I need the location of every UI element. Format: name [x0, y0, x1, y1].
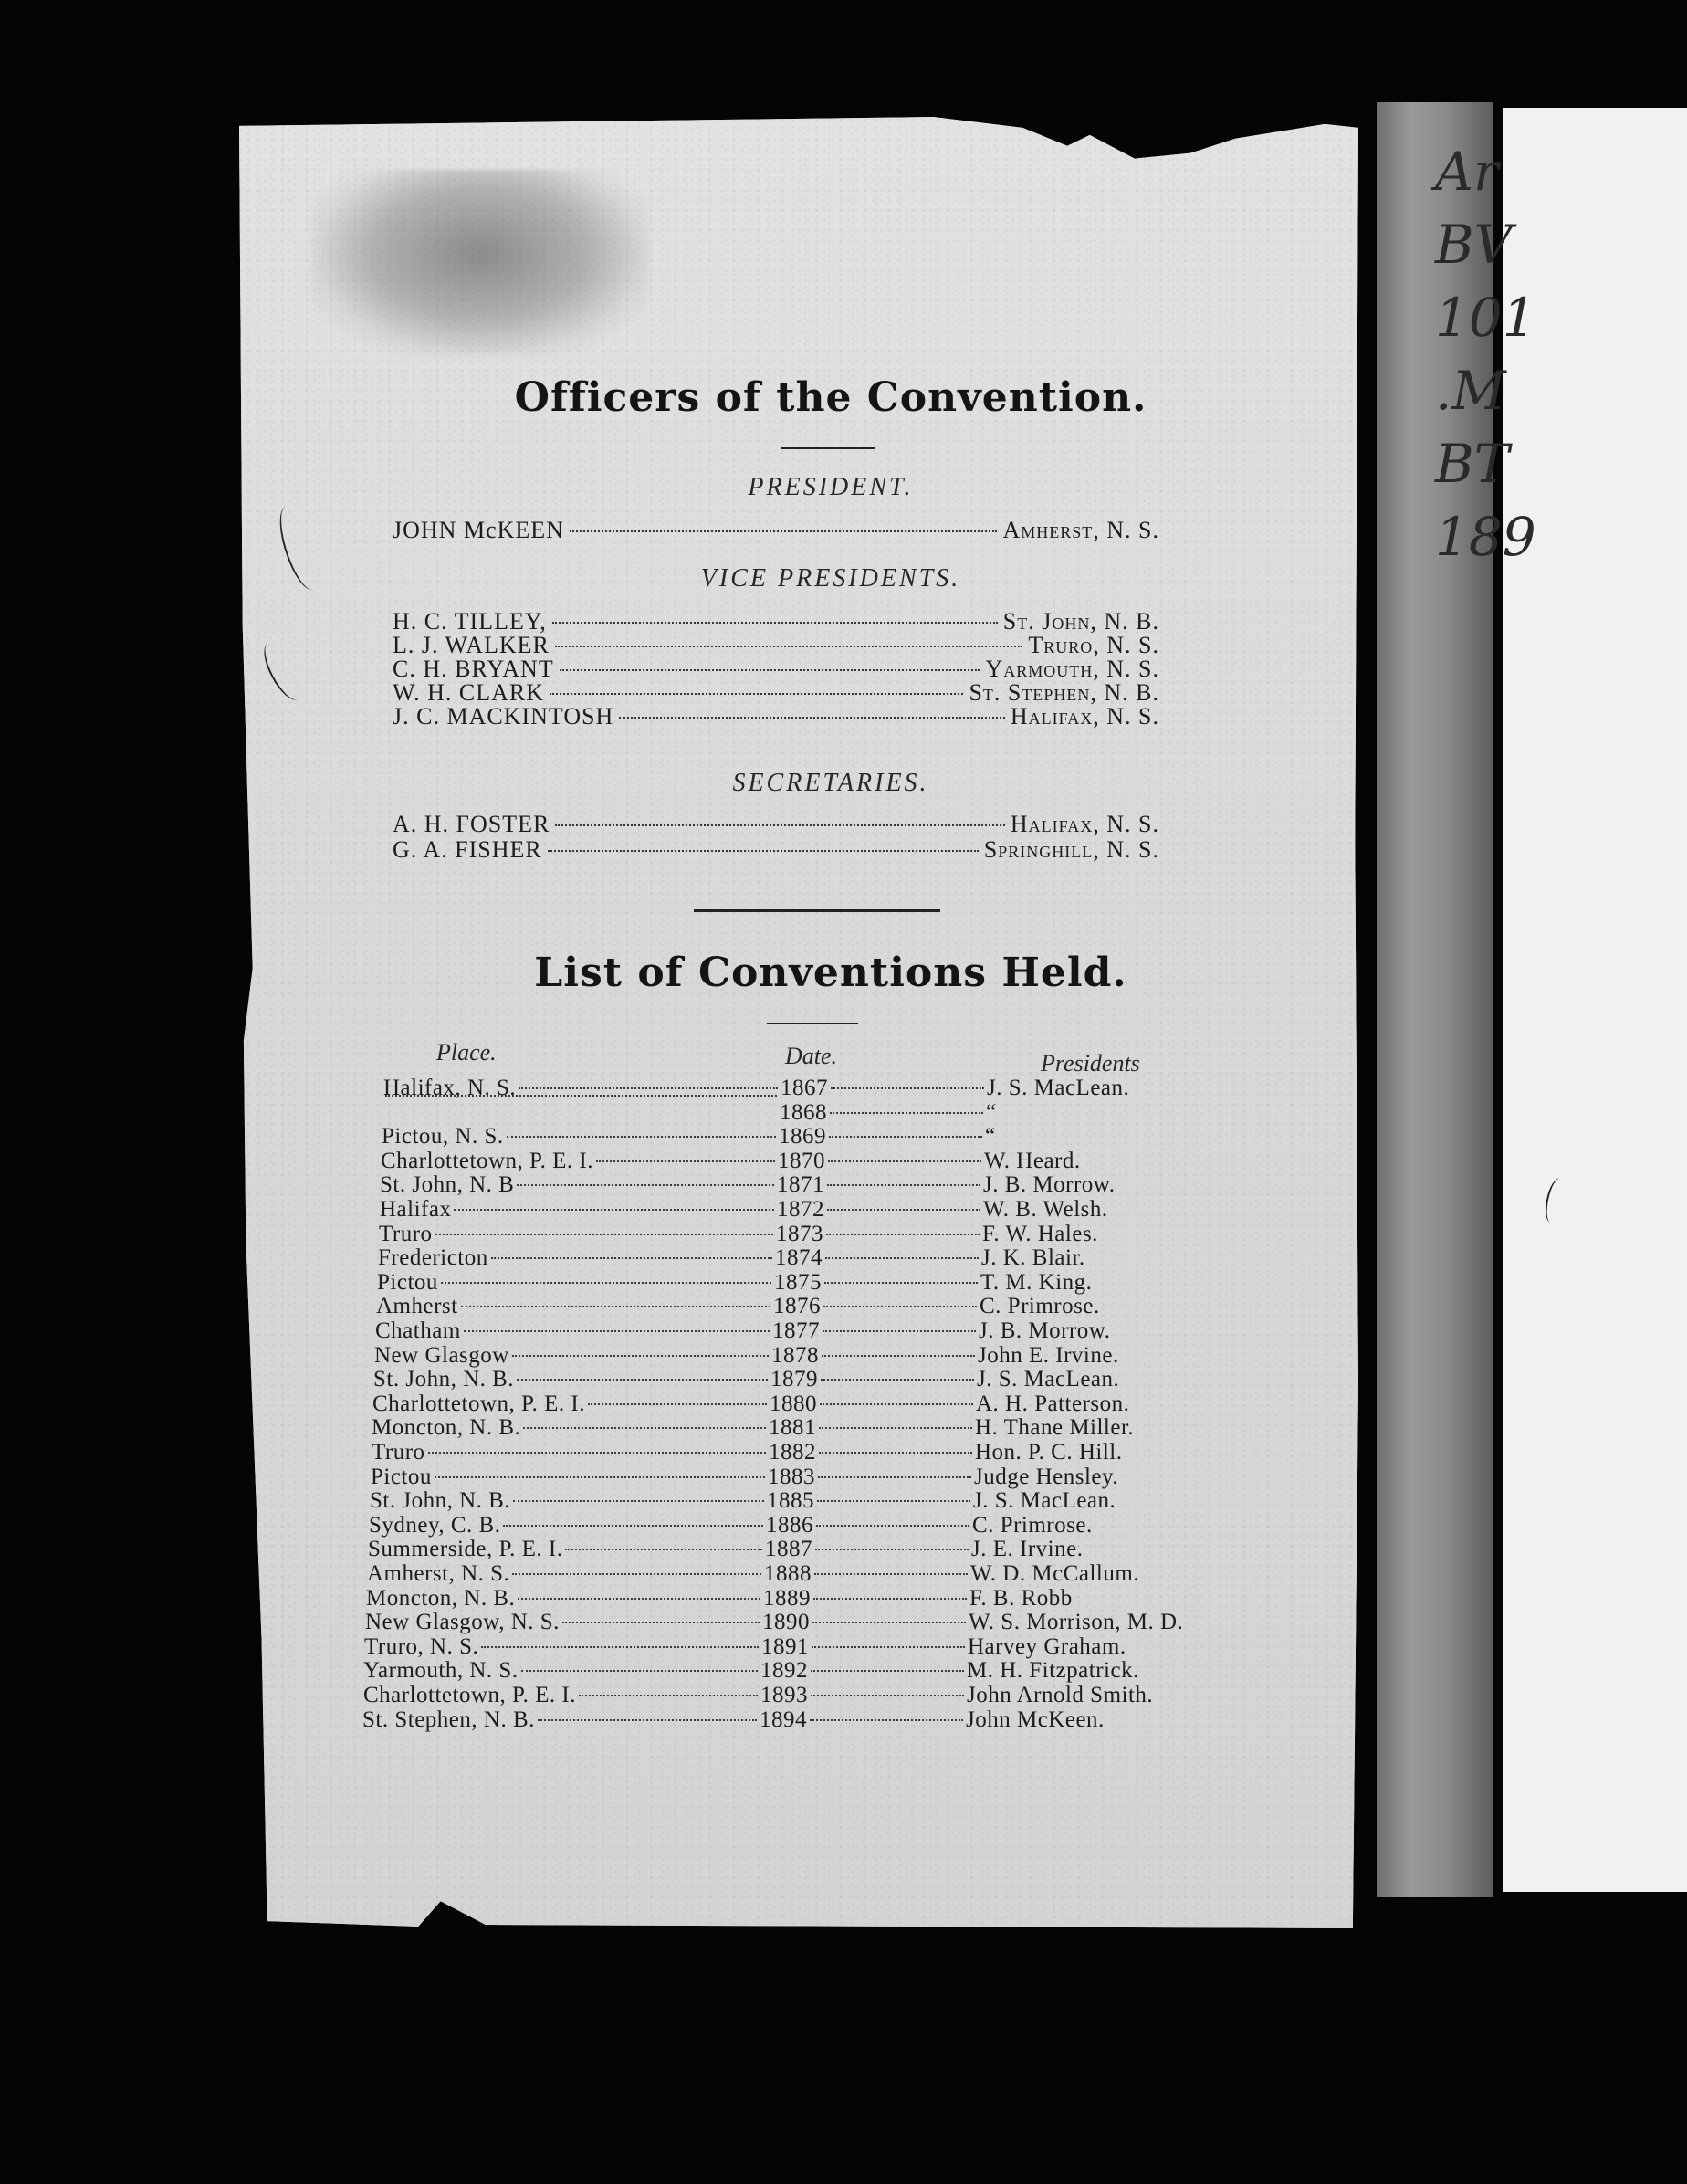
place-text: Summerside, P. E. I.	[368, 1537, 563, 1561]
table-row	[372, 1415, 1230, 1440]
date-text: 1889	[763, 1586, 811, 1611]
leader-dots	[811, 1695, 964, 1696]
date-cell	[769, 1440, 975, 1465]
place-cell	[370, 1488, 767, 1513]
place-cell	[381, 1149, 778, 1173]
table-row	[363, 1683, 1221, 1707]
place-text: Charlottetown, P. E. I.	[363, 1683, 577, 1707]
place-cell	[364, 1634, 761, 1659]
leader-dots	[817, 1500, 970, 1502]
place-text: Fredericton	[378, 1245, 488, 1270]
leader-dots	[552, 622, 998, 624]
president-cell	[979, 1318, 1252, 1343]
president-text: C. Primrose.	[972, 1513, 1093, 1538]
leader-dots	[461, 1306, 770, 1307]
president-cell	[973, 1488, 1247, 1513]
president-text: H. Thane Miller.	[975, 1415, 1135, 1440]
leader-dots	[550, 693, 963, 695]
date-cell	[776, 1222, 982, 1246]
president-cell	[972, 1513, 1246, 1538]
table-row	[377, 1270, 1235, 1295]
officer-name: H. C. TILLEY,	[393, 608, 547, 635]
president-cell	[966, 1707, 1240, 1732]
date-text: 1867	[781, 1076, 828, 1100]
date-text: 1886	[766, 1513, 813, 1538]
date-text: 1890	[762, 1610, 810, 1634]
date-text: 1876	[773, 1294, 821, 1318]
leader-dots	[827, 1209, 980, 1211]
leader-dots	[503, 1525, 763, 1527]
leader-dots	[519, 1087, 778, 1089]
officer-place: Amherst, N. S.	[1002, 517, 1159, 543]
president-cell	[974, 1465, 1248, 1489]
date-cell	[777, 1197, 983, 1222]
president-cell	[985, 1124, 1259, 1149]
president-text: Judge Hensley.	[974, 1465, 1119, 1489]
date-text: 1871	[777, 1172, 824, 1197]
date-cell	[764, 1561, 970, 1586]
date-text: 1878	[771, 1343, 819, 1368]
leader-dots	[818, 1476, 971, 1478]
place-text: Charlottetown, P. E. I.	[372, 1391, 586, 1416]
officer-name: J. C. MACKINTOSH	[393, 703, 614, 730]
leader-dots	[811, 1670, 964, 1672]
president-text: W. S. Morrison, M. D.	[969, 1610, 1184, 1634]
table-row	[380, 1197, 1238, 1222]
table-row	[378, 1245, 1236, 1270]
president-text: “	[985, 1124, 996, 1149]
table-row	[370, 1488, 1228, 1513]
table-row	[382, 1100, 1241, 1125]
leader-dots	[523, 1427, 766, 1429]
president-text: W. Heard.	[984, 1149, 1081, 1173]
table-row	[381, 1149, 1239, 1173]
note-line: 101	[1435, 287, 1536, 349]
place-text: New Glasgow, N. S.	[365, 1610, 560, 1634]
leader-dots	[821, 1379, 974, 1381]
date-text: 1888	[764, 1561, 812, 1586]
leader-dots	[596, 1160, 775, 1162]
leader-dots	[815, 1549, 969, 1550]
place-text: New Glasgow	[374, 1343, 509, 1368]
place-text: Truro	[379, 1222, 433, 1246]
place-text: Amherst, N. S.	[367, 1561, 510, 1586]
officer-place: St. John, N. B.	[1002, 608, 1159, 635]
date-cell	[780, 1100, 986, 1125]
president-text: F. W. Hales.	[982, 1222, 1098, 1246]
leader-dots	[512, 1355, 769, 1357]
leader-dots	[827, 1184, 980, 1186]
date-cell	[760, 1683, 967, 1707]
leader-dots	[831, 1087, 984, 1089]
leader-dots	[517, 1184, 774, 1186]
column-header-place: Place.	[436, 1039, 497, 1066]
date-text: 1893	[760, 1683, 808, 1707]
place-text: St. John, N. B.	[373, 1367, 515, 1391]
place-cell	[365, 1610, 762, 1634]
date-text: 1881	[769, 1415, 816, 1440]
leader-dots	[819, 1427, 972, 1429]
leader-dots	[507, 1136, 776, 1138]
officer-place: Halifax, N. S.	[1010, 703, 1159, 730]
officer-place: Springhill, N. S.	[983, 836, 1159, 863]
table-row	[371, 1465, 1229, 1489]
date-text: 1883	[768, 1465, 815, 1489]
table-row	[362, 1707, 1221, 1732]
note-line: Ar	[1435, 141, 1499, 203]
date-cell	[771, 1343, 978, 1368]
table-row	[380, 1172, 1238, 1197]
president-cell	[970, 1561, 1244, 1586]
secretary-entry	[393, 836, 1159, 864]
place-text: Yarmouth, N. S.	[363, 1658, 519, 1683]
place-cell	[376, 1294, 773, 1318]
president-text: J. S. MacLean.	[977, 1367, 1120, 1391]
president-cell	[981, 1245, 1255, 1270]
president-label: PRESIDENT.	[748, 473, 914, 501]
president-cell	[978, 1343, 1252, 1368]
leader-dots	[481, 1646, 759, 1648]
leader-dots	[454, 1209, 774, 1211]
president-text: Harvey Graham.	[968, 1634, 1126, 1659]
president-cell	[982, 1222, 1256, 1246]
leader-dots	[820, 1403, 973, 1405]
president-text: A. H. Patterson.	[976, 1391, 1130, 1416]
date-cell	[779, 1124, 985, 1149]
officer-place: Halifax, N. S.	[1010, 811, 1159, 837]
president-cell	[975, 1415, 1249, 1440]
table-row	[364, 1634, 1222, 1659]
table-row	[363, 1658, 1221, 1683]
date-text: 1877	[772, 1318, 820, 1343]
leader-dots	[555, 824, 1004, 826]
leader-dots	[828, 1160, 981, 1162]
table-row	[382, 1124, 1240, 1149]
note-line: .M	[1435, 360, 1506, 422]
president-cell	[980, 1294, 1253, 1318]
table-row	[369, 1513, 1227, 1538]
president-text: J. S. MacLean.	[973, 1488, 1116, 1513]
place-text: Charlottetown, P. E. I.	[381, 1149, 594, 1173]
place-text: Amherst	[376, 1294, 458, 1318]
date-cell	[762, 1610, 969, 1634]
leader-dots	[464, 1330, 770, 1332]
leader-dots	[562, 1622, 760, 1623]
table-row	[365, 1610, 1223, 1634]
officer-place: St. Stephen, N. B.	[969, 679, 1159, 706]
president-text: John Arnold Smith.	[967, 1683, 1154, 1707]
conventions-heading: List of Conventions Held.	[534, 950, 1127, 996]
date-text: 1880	[770, 1391, 817, 1416]
date-cell	[769, 1415, 975, 1440]
leader-dots	[826, 1234, 980, 1235]
date-text: 1891	[761, 1634, 809, 1659]
leader-dots	[830, 1112, 983, 1114]
leader-dots	[441, 1282, 771, 1284]
date-cell	[761, 1634, 968, 1659]
place-cell	[367, 1561, 764, 1586]
secretary-entry	[393, 811, 1159, 838]
table-row	[372, 1440, 1230, 1465]
leader-dots	[814, 1573, 968, 1575]
place-text: Moncton, N. B.	[366, 1586, 516, 1611]
date-cell	[775, 1245, 981, 1270]
date-text: 1868	[780, 1100, 827, 1125]
place-cell	[375, 1318, 772, 1343]
officer-name: A. H. FOSTER	[393, 811, 550, 837]
leader-dots	[548, 850, 979, 852]
leader-dots	[812, 1646, 965, 1648]
note-line: 189	[1435, 506, 1536, 568]
president-entry	[393, 517, 1159, 544]
place-cell	[368, 1537, 765, 1561]
president-text: John McKeen.	[966, 1707, 1105, 1732]
place-text: Pictou, N. S.	[382, 1124, 504, 1149]
date-text: 1885	[767, 1488, 814, 1513]
place-cell	[379, 1222, 776, 1246]
leader-dots	[812, 1622, 966, 1623]
date-text: 1875	[774, 1270, 822, 1295]
president-cell	[971, 1537, 1245, 1561]
president-text: W. B. Welsh.	[983, 1197, 1108, 1222]
officer-place: Yarmouth, N. S.	[985, 656, 1159, 682]
leader-dots	[538, 1719, 757, 1721]
table-row	[372, 1391, 1231, 1416]
place-cell	[382, 1100, 780, 1102]
place-text: Sydney, C. B.	[369, 1513, 501, 1538]
leader-dots	[813, 1598, 967, 1600]
leader-dots	[810, 1719, 963, 1721]
leader-dots	[435, 1476, 765, 1478]
officer-name: G. A. FISHER	[393, 836, 542, 863]
date-text: 1873	[776, 1222, 823, 1246]
place-text: Pictou	[377, 1270, 438, 1295]
date-cell	[781, 1076, 987, 1100]
place-text: Halifax	[380, 1197, 452, 1222]
leader-dots	[517, 1379, 768, 1381]
leader-dots	[570, 530, 998, 532]
date-text: 1870	[778, 1149, 825, 1173]
leader-dots	[619, 717, 1004, 719]
table-row	[367, 1561, 1225, 1586]
president-text: M. H. Fitzpatrick.	[967, 1658, 1139, 1683]
date-text: 1892	[760, 1658, 808, 1683]
officer-name: C. H. BRYANT	[393, 656, 554, 682]
president-text: “	[986, 1100, 997, 1125]
date-cell	[768, 1465, 974, 1489]
column-header-presidents: Presidents	[1041, 1050, 1140, 1076]
table-row	[373, 1367, 1231, 1391]
president-cell	[967, 1683, 1241, 1707]
date-cell	[765, 1537, 971, 1561]
secretaries-label: SECRETARIES.	[732, 769, 929, 797]
leader-dots	[822, 1355, 975, 1357]
place-cell	[374, 1343, 771, 1368]
date-text: 1882	[769, 1440, 816, 1465]
place-cell	[371, 1465, 768, 1489]
place-text: Pictou	[371, 1465, 432, 1489]
date-text: 1874	[775, 1245, 823, 1270]
leader-dots	[825, 1257, 979, 1259]
date-cell	[778, 1149, 984, 1173]
place-text: St. John, N. B.	[370, 1488, 511, 1513]
leader-dots	[555, 646, 1023, 647]
date-text: 1872	[777, 1197, 824, 1222]
place-text: St. John, N. B	[380, 1172, 515, 1197]
table-row	[368, 1537, 1226, 1561]
leader-dots	[521, 1670, 758, 1672]
president-text: F. B. Robb	[969, 1586, 1073, 1611]
president-text: W. D. McCallum.	[970, 1561, 1140, 1586]
place-cell	[366, 1586, 763, 1611]
place-cell	[377, 1270, 774, 1295]
date-cell	[772, 1318, 979, 1343]
president-cell	[969, 1610, 1242, 1634]
place-cell	[382, 1124, 779, 1149]
president-cell	[975, 1440, 1249, 1465]
leader-dots	[816, 1525, 969, 1527]
date-cell	[770, 1391, 976, 1416]
date-cell	[767, 1488, 973, 1513]
president-cell	[977, 1367, 1251, 1391]
table-row	[376, 1294, 1234, 1318]
place-cell	[369, 1513, 766, 1538]
president-text: John E. Irvine.	[978, 1343, 1119, 1368]
date-cell	[760, 1658, 967, 1683]
leader-dots	[588, 1403, 767, 1405]
vice-presidents-label: VICE PRESIDENTS.	[700, 564, 961, 593]
president-text: J. K. Blair.	[981, 1245, 1085, 1270]
officers-heading: Officers of the Convention.	[514, 374, 1147, 421]
date-cell	[760, 1707, 966, 1732]
leader-dots	[428, 1452, 766, 1454]
date-text: 1887	[765, 1537, 812, 1561]
president-cell	[983, 1172, 1257, 1197]
place-text: Chatham	[375, 1318, 461, 1343]
place-text: Moncton, N. B.	[372, 1415, 521, 1440]
president-text: Hon. P. C. Hill.	[975, 1440, 1123, 1465]
table-row	[375, 1318, 1233, 1343]
note-line: BT	[1435, 433, 1510, 495]
leader-dots	[579, 1695, 758, 1696]
date-cell	[763, 1586, 969, 1611]
leader-dots	[829, 1136, 982, 1138]
place-cell	[362, 1707, 760, 1732]
president-cell	[969, 1586, 1243, 1611]
place-text: St. Stephen, N. B.	[362, 1707, 535, 1732]
place-cell	[378, 1245, 775, 1270]
date-text: 1894	[760, 1707, 807, 1732]
place-text: Truro	[372, 1440, 425, 1465]
president-cell	[987, 1076, 1261, 1100]
place-cell	[372, 1391, 770, 1416]
president-text: J. B. Morrow.	[983, 1172, 1116, 1197]
place-cell	[372, 1415, 769, 1440]
date-cell	[773, 1294, 980, 1318]
place-cell	[372, 1440, 769, 1465]
officer-name: L. J. WALKER	[393, 632, 550, 658]
leader-dots	[823, 1330, 976, 1332]
table-row	[374, 1343, 1232, 1368]
place-cell	[363, 1658, 760, 1683]
place-text: Halifax, N. S.	[383, 1076, 517, 1100]
president-cell	[986, 1100, 1260, 1125]
heading-rule	[767, 1023, 858, 1024]
officer-name: JOHN McKEEN	[393, 517, 564, 543]
section-divider	[694, 909, 940, 912]
leader-dots	[565, 1549, 762, 1550]
president-text: T. M. King.	[980, 1270, 1093, 1295]
table-row	[366, 1586, 1224, 1611]
president-cell	[968, 1634, 1242, 1659]
column-header-date: Date.	[785, 1043, 838, 1069]
president-text: C. Primrose.	[980, 1294, 1100, 1318]
note-line: BV	[1435, 214, 1513, 276]
place-cell	[380, 1172, 777, 1197]
place-cell	[380, 1197, 777, 1222]
vice-president-entry	[393, 703, 1159, 730]
leader-dots	[512, 1573, 761, 1575]
president-text: J. B. Morrow.	[979, 1318, 1111, 1343]
officer-name: W. H. CLARK	[393, 679, 545, 706]
date-text: 1879	[770, 1367, 818, 1391]
president-cell	[976, 1391, 1250, 1416]
president-cell	[984, 1149, 1258, 1173]
president-cell	[980, 1270, 1254, 1295]
leader-dots	[513, 1500, 764, 1502]
date-cell	[774, 1270, 980, 1295]
date-cell	[770, 1367, 977, 1391]
president-cell	[967, 1658, 1241, 1683]
president-cell	[983, 1197, 1257, 1222]
date-cell	[777, 1172, 983, 1197]
date-cell	[766, 1513, 972, 1538]
place-cell	[373, 1367, 770, 1391]
leader-dots	[385, 1095, 777, 1097]
leader-dots	[819, 1452, 972, 1454]
leader-dots	[824, 1282, 978, 1284]
officer-place: Truro, N. S.	[1028, 632, 1159, 658]
president-text: J. S. MacLean.	[987, 1076, 1130, 1100]
table-row	[379, 1222, 1237, 1246]
place-text: Truro, N. S.	[364, 1634, 479, 1659]
leader-dots	[518, 1598, 760, 1600]
leader-dots	[435, 1234, 773, 1235]
president-text: J. E. Irvine.	[971, 1537, 1084, 1561]
date-text: 1869	[779, 1124, 826, 1149]
heading-rule	[781, 447, 875, 449]
leader-dots	[491, 1257, 772, 1259]
leader-dots	[560, 669, 980, 671]
leader-dots	[823, 1306, 977, 1307]
place-cell	[363, 1683, 760, 1707]
